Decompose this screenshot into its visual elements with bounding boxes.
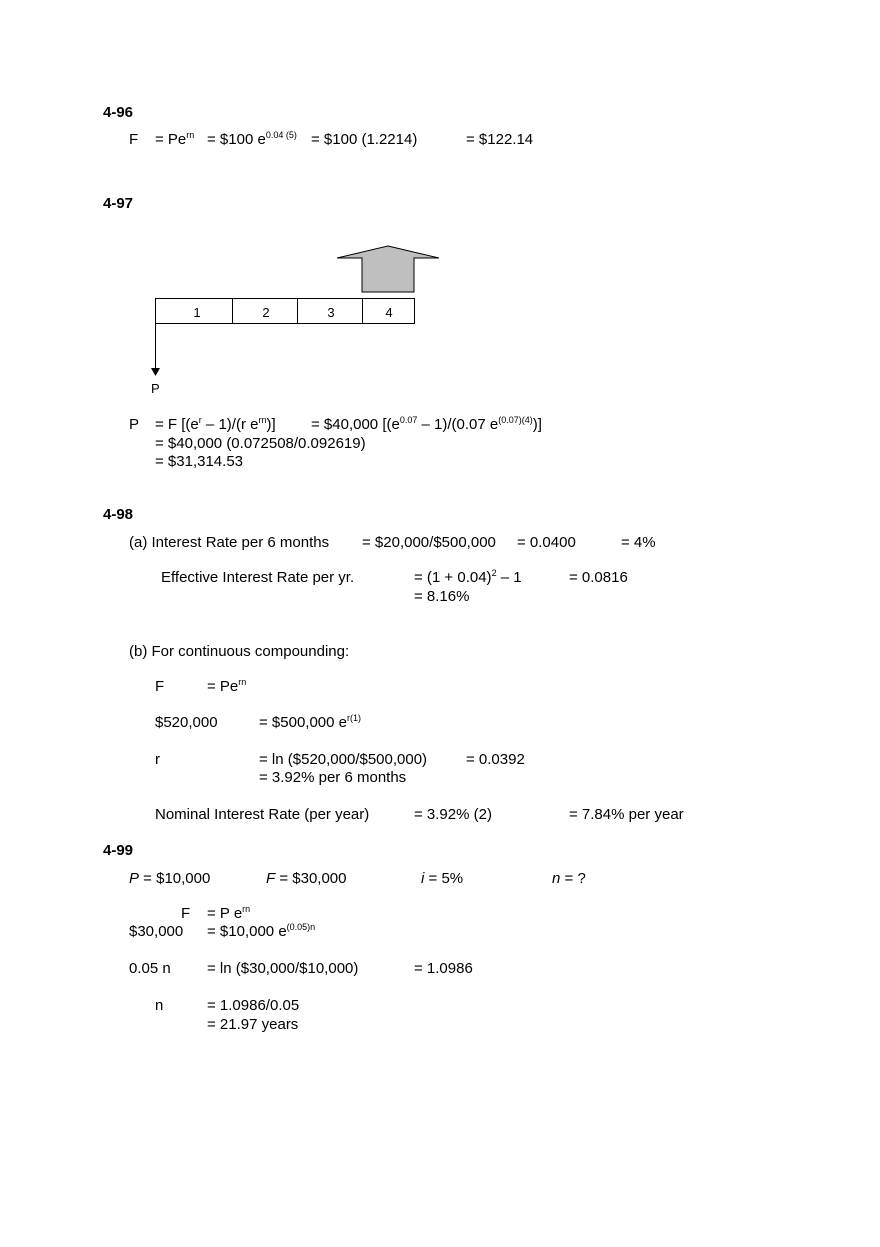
p99-n-eq1: = 1.0986/0.05 (207, 997, 300, 1014)
p98-a-eq2: = 0.0400 (517, 534, 576, 551)
p98-f-eq: = $Pe^{rn}$ (207, 677, 247, 695)
p98-eff-eq1: = $(1 + 0.04)^2 - 1$ (414, 568, 522, 586)
p98-a-label: (a) Interest Rate per 6 months (129, 534, 330, 551)
p98-f-label: F (155, 678, 165, 695)
p98-amt: $520,000 (155, 714, 218, 731)
heading-4-99: 4-99 (103, 842, 134, 859)
p98-r-label: r (155, 751, 160, 768)
p98-a-eq1: = $20,000/$500,000 (362, 534, 496, 551)
p96-f-label: F (129, 131, 139, 148)
p98-r-eq1: = ln ($520,000/$500,000) (259, 751, 428, 768)
heading-4-96: 4-96 (103, 104, 134, 121)
p97-eq1: = F [$(e^r - 1)/(r$ $e^{rn}$)] (155, 415, 276, 433)
p98-nom-eq1: = 3.92% (2) (414, 806, 492, 823)
p97-eq2: = $40,000 [$(e^{0.07} - 1)/(0.07$ $e^{(0.07)(4)}$)] (311, 415, 542, 433)
p97-line3: = $31,314.53 (155, 453, 244, 470)
heading-4-97: 4-97 (103, 195, 134, 212)
p99-i-given: i = 5% (421, 870, 464, 887)
p99-n-eq2: = 21.97 years (207, 1016, 299, 1033)
p98-nom-label: Nominal Interest Rate (per year) (155, 806, 370, 823)
p99-f-eq: = P $e^{rn}$ (207, 904, 251, 922)
cash-flow-diagram (0, 0, 880, 420)
p99-f-label: F (181, 905, 191, 922)
p98-amt-eq: = $500,000 $e^{r(1)}$ (259, 713, 362, 731)
p99-lhs: 0.05 n (129, 960, 171, 977)
p99-p-given: P = $10,000 (129, 870, 211, 887)
p98-eff-label: Effective Interest Rate per yr. (161, 569, 355, 586)
period-label-1: 1 (193, 305, 201, 320)
p99-f-given: F = $30,000 (266, 870, 347, 887)
p99-lhs-eq1: = ln ($30,000/$10,000) (207, 960, 359, 977)
p98-eff-eq2: = 0.0816 (569, 569, 628, 586)
p98-eff-eq3: = 8.16% (414, 588, 470, 605)
heading-4-98: 4-98 (103, 506, 134, 523)
p99-amt-eq: = $10,000 $e^{(0.05)n}$ (207, 922, 316, 940)
p96-eq3: = $100 (1.2214) (311, 131, 418, 148)
period-label-2: 2 (262, 305, 270, 320)
p99-amt: $30,000 (129, 923, 184, 940)
p99-n-label: n (155, 997, 164, 1014)
p98-r-eq3: = 3.92% per 6 months (259, 769, 407, 786)
p98-r-eq2: = 0.0392 (466, 751, 525, 768)
future-value-arrow (337, 246, 439, 292)
p96-eq1: = $Pe^{rn}$ (155, 130, 195, 148)
p98-a-eq3: = 4% (621, 534, 656, 551)
p96-result: = $122.14 (466, 131, 534, 148)
p97-line2: = $40,000 (0.072508/0.092619) (155, 435, 366, 452)
p99-lhs-eq2: = 1.0986 (414, 960, 473, 977)
period-label-4: 4 (385, 305, 393, 320)
period-label-3: 3 (327, 305, 335, 320)
p98-nom-eq2: = 7.84% per year (569, 806, 684, 823)
present-value-label: P (151, 381, 160, 396)
p97-p-label: P (129, 416, 140, 433)
p96-eq2: = $100 $e^{0.04 (5)}$ (207, 130, 297, 148)
present-value-arrowhead (151, 368, 160, 376)
p98-b-label: (b) For continuous compounding: (129, 643, 350, 660)
p99-n-given: n = ? (552, 870, 586, 887)
